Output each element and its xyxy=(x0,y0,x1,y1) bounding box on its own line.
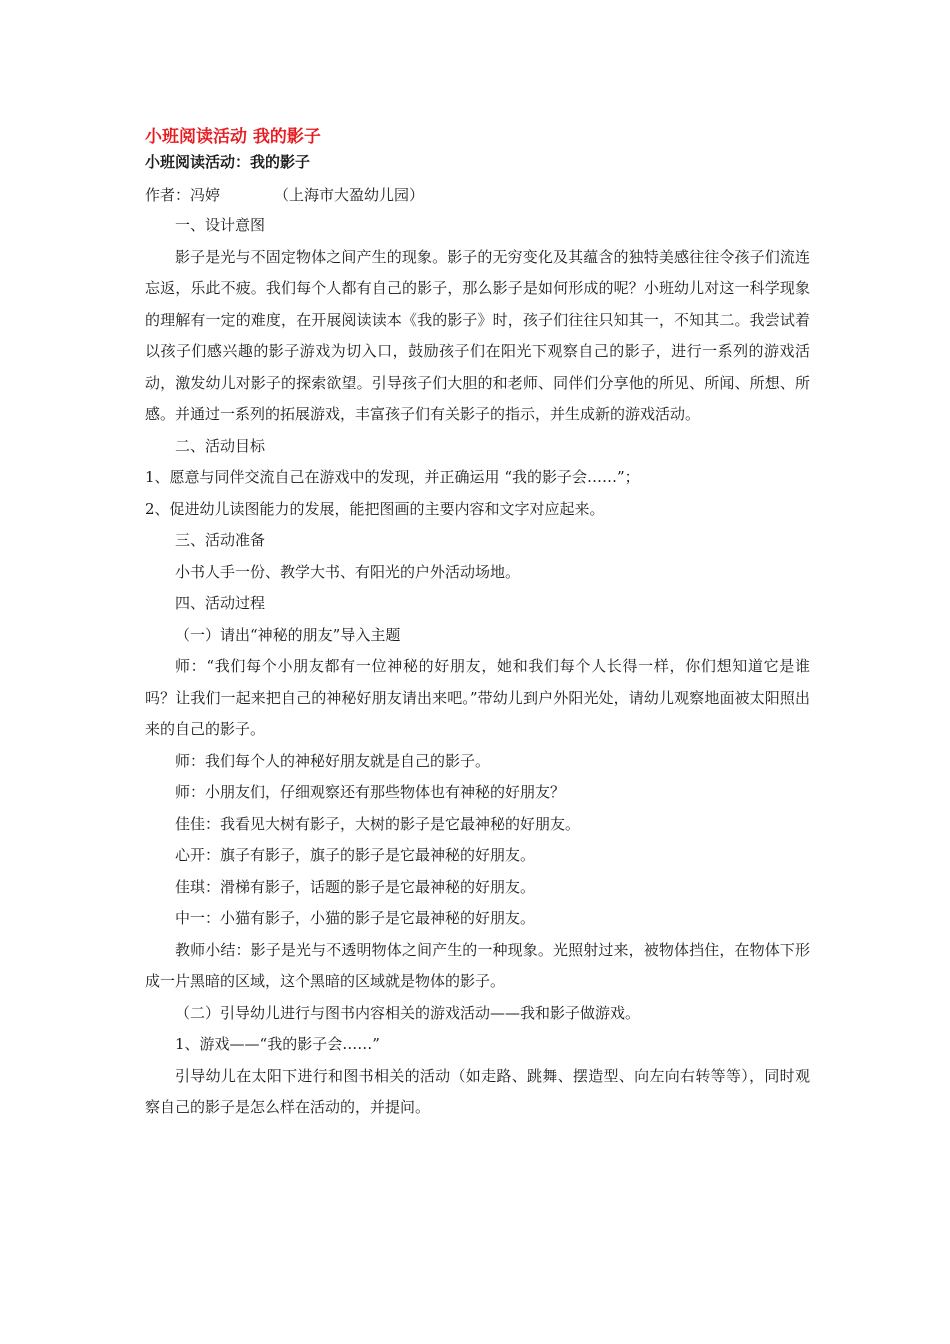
author-name: 作者：冯婷 xyxy=(145,186,221,204)
subsection-heading-2: （二）引导幼儿进行与图书内容相关的游戏活动——我和影子做游戏。 xyxy=(175,1003,641,1022)
section-heading-process: 四、活动过程 xyxy=(175,594,266,612)
section-heading-preparation: 三、活动准备 xyxy=(175,531,266,549)
dialogue-line: 佳琪：滑梯有影子，话题的影子是它最神秘的好朋友。 xyxy=(175,877,536,896)
paragraph-teacher-intro: 师：“我们每个小朋友都有一位神秘的好朋友，她和我们每个人长得一样，你们想知道它是谁吗？让我们一起来把自己的神秘好朋友请出来吧。”带幼儿到户外阳光处，请幼儿观察地面被太阳照出来的自己的影子。 xyxy=(145,657,810,738)
paragraph-game-instructions: 引导幼儿在太阳下进行和图书相关的活动（如走路、跳舞、摆造型、向左向右转等等），同时观察自己的影子是怎么样在活动的，并提问。 xyxy=(145,1066,810,1116)
section-heading-design: 一、设计意图 xyxy=(175,216,266,234)
document-subtitle: 小班阅读活动：我的影子 xyxy=(145,153,311,171)
document-body xyxy=(145,124,810,1124)
game-heading-1: 1、游戏——“我的影子会……” xyxy=(175,1035,380,1053)
goal-item-2: 2、促进幼儿读图能力的发展，能把图画的主要内容和文字对应起来。 xyxy=(145,499,605,518)
dialogue-line: 师：我们每个人的神秘好朋友就是自己的影子。 xyxy=(175,751,491,770)
subsection-heading-1: （一）请出“神秘的朋友”导入主题 xyxy=(175,625,401,644)
document-title: 小班阅读活动 我的影子 xyxy=(145,127,321,147)
paragraph-design-intent: 影子是光与不固定物体之间产生的现象。影子的无穷变化及其蕴含的独特美感往往令孩子们流连忘返，乐此不疲。我们每个人都有自己的影子，那么影子是如何形成的呢？小班幼儿对这一科学现象的理解有一定的难度，在开展阅读读本《我的影子》时，孩子们往往只知其一，不知其二。我尝试着以孩子们感兴趣的影子游戏为切入口，鼓励孩子们在阳光下观察自己的影子，进行一系列的游戏活动，激发幼儿对影子的探索欲望。引导孩子们大胆的和老师、同伴们分享他的所见、所闻、所想、所感。并通过一系列的拓展游戏，丰富孩子们有关影子的指示，并生成新的游戏活动。 xyxy=(145,247,810,423)
section-heading-goals: 二、活动目标 xyxy=(175,436,266,455)
author-organization: （上海市大盈幼儿园） xyxy=(274,186,425,204)
dialogue-line: 佳佳：我看见大树有影子，大树的影子是它最神秘的好朋友。 xyxy=(175,814,581,833)
dialogue-line: 中一：小猫有影子，小猫的影子是它最神秘的好朋友。 xyxy=(175,909,536,927)
paragraph-preparation: 小书人手一份、教学大书、有阳光的户外活动场地。 xyxy=(175,562,521,581)
goal-item-1: 1、愿意与同伴交流自己在游戏中的发现，并正确运用 “我的影子会……”； xyxy=(145,468,640,486)
paragraph-teacher-summary: 教师小结：影子是光与不透明物体之间产生的一种现象。光照射过来，被物体挡住，在物体下形成一片黑暗的区域，这个黑暗的区域就是物体的影子。 xyxy=(145,940,810,990)
dialogue-line: 师：小朋友们，仔细观察还有那些物体也有神秘的好朋友？ xyxy=(175,783,566,801)
dialogue-line: 心开：旗子有影子，旗子的影子是它最神秘的好朋友。 xyxy=(175,846,536,864)
author-line xyxy=(145,180,810,210)
